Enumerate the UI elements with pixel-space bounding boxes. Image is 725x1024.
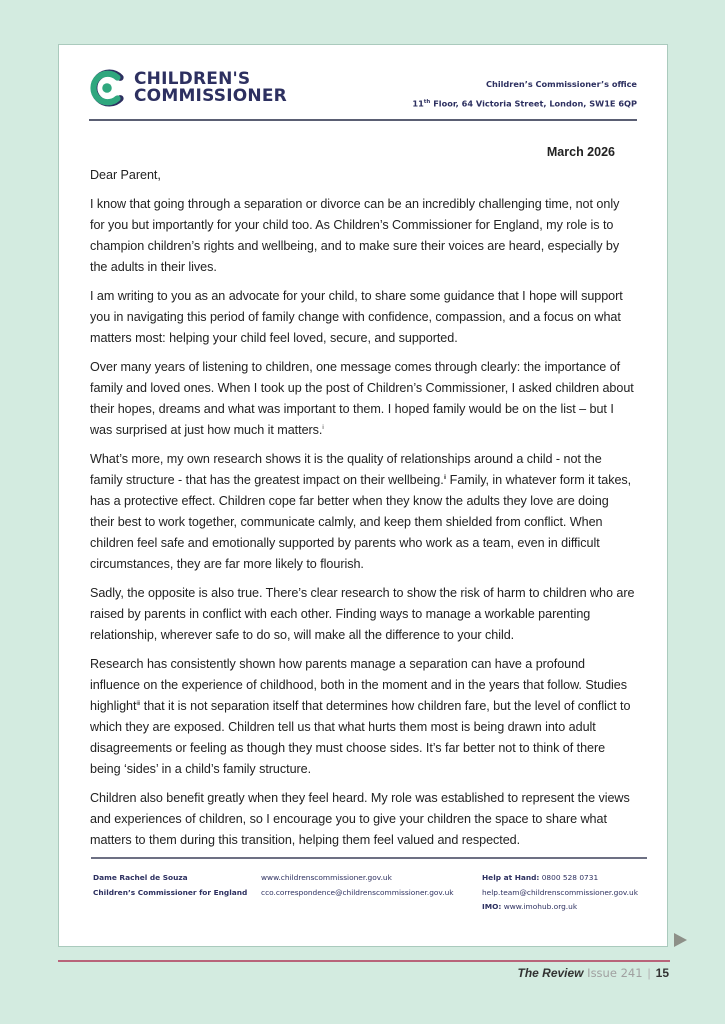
logo-wordmark [134, 71, 287, 105]
next-page-arrow-icon[interactable] [674, 933, 687, 947]
paragraph-4-text: What’s more, my own research shows it is the quality of relationships around a child - not the family structure - that has the greatest impact on their wellbeing. [90, 452, 602, 487]
footnote-ref-iii[interactable]: iii [136, 701, 141, 707]
paragraph-6-text: Research has consistently shown how parents manage a separation can have a profound influence on the experience of childhood, both in the moment and in the years that follow. Studies highlight [90, 657, 627, 713]
contact-block [261, 871, 454, 900]
imo-label: IMO: [482, 902, 502, 911]
help-label: Help at Hand: [482, 873, 540, 882]
logo-line-1: CHILDREN'S [134, 69, 251, 89]
help-block [482, 871, 638, 915]
footnote-ref-i[interactable]: i [322, 425, 324, 431]
letter-page [58, 44, 668, 947]
paragraph-7: Children also benefit greatly when they feel heard. My role was established to represent the views and experiences of children, so I encourage you to give your children the space to share what matters to them during this transition, helping them feel valued and respected. [90, 791, 630, 847]
header-divider [89, 119, 637, 121]
letter-body [90, 165, 635, 859]
signatory-name: Dame Rachel de Souza [93, 873, 188, 882]
help-email-link[interactable]: help.team@childrenscommissioner.gov.uk [482, 887, 638, 897]
letter-date: March 2026 [546, 145, 615, 159]
website-link[interactable]: www.childrenscommissioner.gov.uk [261, 873, 392, 882]
office-name: Children’s Commissioner’s office [485, 79, 637, 89]
paragraph-5: Sadly, the opposite is also true. There’s clear research to show the risk of harm to children who are raised by parents in conflict with each other. Finding ways to manage a workable parenting relationship, wherever safe to do so, will make all the difference to your child. [90, 586, 635, 642]
publication-title: The Review [517, 966, 584, 980]
imo-link[interactable]: www.imohub.org.uk [501, 902, 578, 911]
logo-c-icon [88, 69, 126, 107]
issue-number: Issue 241 [583, 966, 643, 980]
salutation: Dear Parent, [90, 168, 161, 182]
logo-line-2: COMMISSIONER [134, 86, 287, 106]
paragraph-2: I am writing to you as an advocate for your child, to share some guidance that I hope will support you in navigating this period of family change with confidence, compassion, and a focus on what matters most: helping your child feel loved, secure, and supported. [90, 289, 623, 345]
page-number: 15 [655, 966, 669, 980]
page-footer [517, 966, 669, 980]
help-phone[interactable]: 0800 528 0731 [539, 873, 599, 882]
email-link[interactable]: cco.correspondence@childrenscommissioner.gov.uk [261, 887, 454, 897]
childrens-commissioner-logo [88, 69, 287, 107]
signatory-block [93, 871, 247, 900]
address-floor-suffix: th [423, 99, 431, 105]
office-address [412, 93, 637, 113]
help-at-hand [482, 871, 638, 886]
address-street: Floor, 64 Victoria Street, London, SW1E 6QP [430, 98, 637, 109]
footnote-ref-ii[interactable]: ii [443, 475, 447, 481]
paragraph-3 [90, 357, 635, 441]
paragraph-3-text: Over many years of listening to children, one message comes through clearly: the importance of family and loved ones. When I took up the post of Children’s Commissioner, I asked children about their hopes, dreams and what was important to them. I hoped family would be on the list – but I was surprised at just how much it matters. [90, 360, 634, 437]
paragraph-6 [90, 654, 635, 780]
paragraph-6-tail: that it is not separation itself that determines how children fare, but the level of conflict to which they are exposed. Children tell us that what hurts them most is being drawn into adult disagreements or feeling as though they must choose sides. It’s far better not to think of there being ‘sides’ in a child’s family structure. [90, 699, 631, 776]
paragraph-4-tail: Family, in whatever form it takes, has a protective effect. Children cope far better when they know the adults they love are doing their best to work together, communicate calmly, and keep them shielded from conflict. When children feel safe and emotionally supported by parents who work as a team, even in difficult circumstances, they are far more likely to flourish. [90, 473, 632, 571]
address-floor: 11 [412, 98, 424, 109]
imo-line [482, 900, 638, 915]
paragraph-1: I know that going through a separation or divorce can be an incredibly challenging time, not only for you but importantly for your child too. As Children’s Commissioner for England, my role is to champion children’s rights and wellbeing, and to make sure their voices are heard, especially by the adults in their lives. [90, 197, 620, 274]
office-address-block [412, 75, 637, 113]
signatory-title: Children’s Commissioner for England [93, 887, 248, 897]
footer-divider [91, 857, 647, 859]
footer-separator: | [647, 966, 651, 980]
page-footer-rule [58, 960, 670, 962]
paragraph-4 [90, 449, 635, 575]
